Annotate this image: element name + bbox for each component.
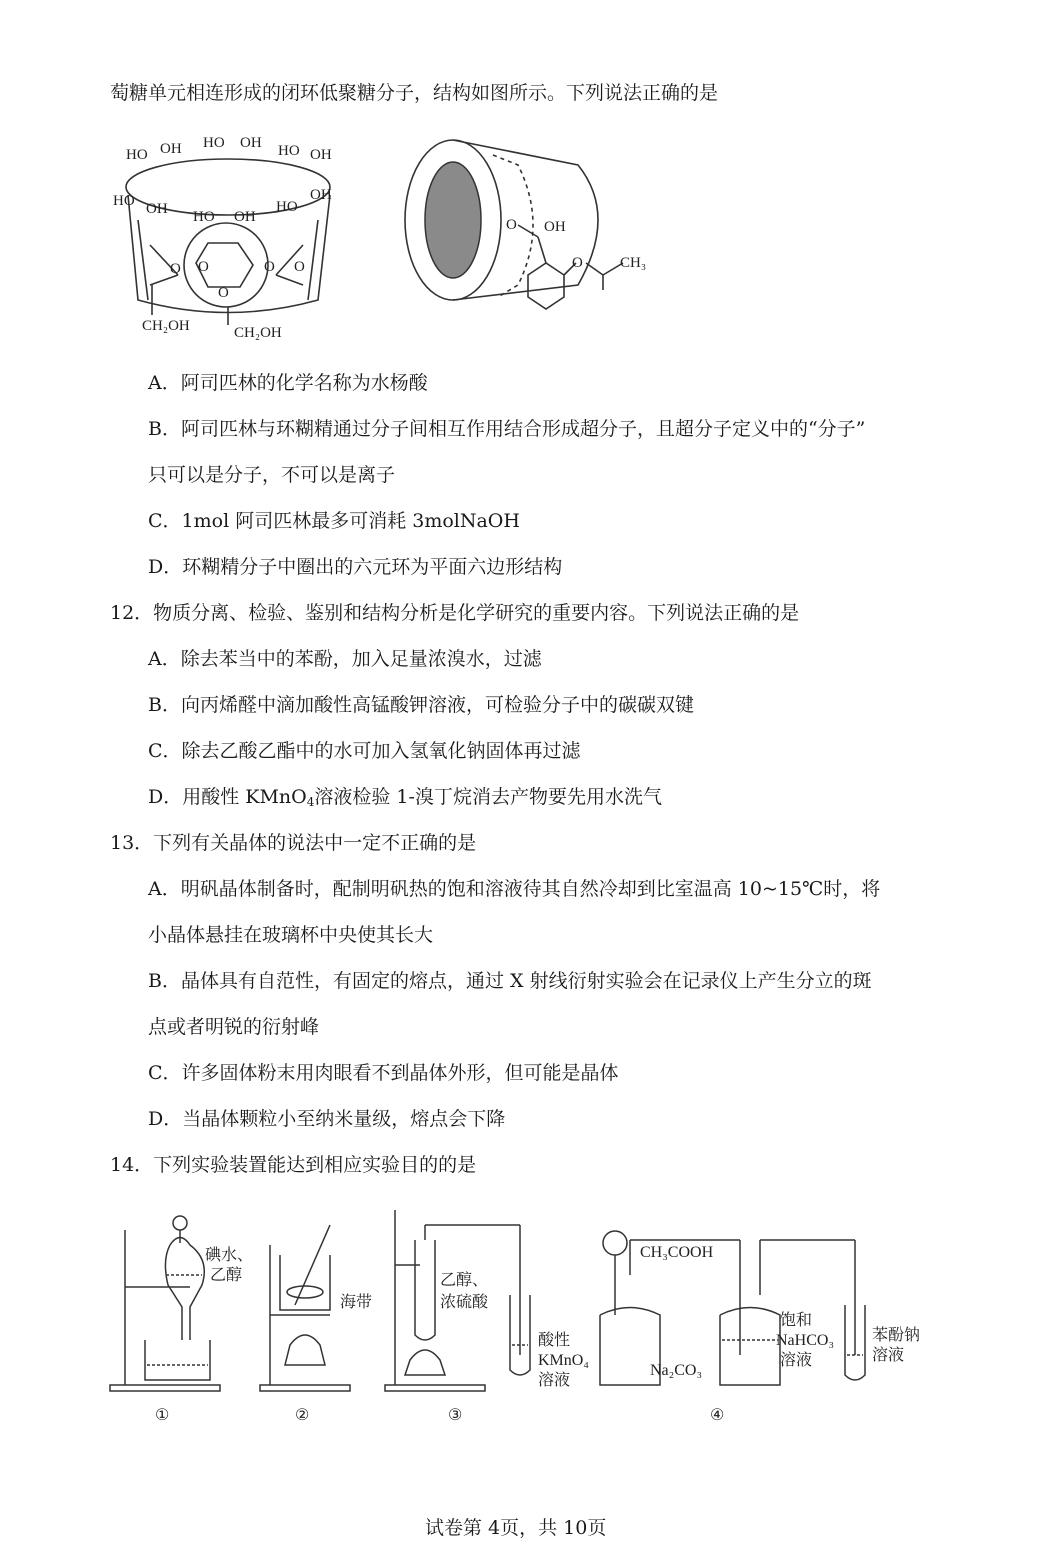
q12-option-d-post: 溶液检验 1-溴丁烷消去产物要先用水洗气 bbox=[314, 786, 662, 808]
a4-label-4: 苯酚钠 bbox=[872, 1327, 921, 1344]
cd-label: HO bbox=[193, 209, 215, 225]
aspirin-label: OH bbox=[544, 219, 566, 235]
a4-label-2: NaHCO₃ bbox=[776, 1332, 835, 1349]
a2-label-1: 海带 bbox=[340, 1294, 373, 1311]
q13-stem: 13．下列有关晶体的说法中一定不正确的是 bbox=[110, 832, 477, 854]
a1-label-2: 乙醇 bbox=[210, 1267, 243, 1284]
q11-option-d: D．环糊精分子中圈出的六元环为平面六边形结构 bbox=[148, 556, 563, 578]
cd-label: O bbox=[264, 259, 275, 275]
a1-label-1: 碘水、 bbox=[205, 1247, 254, 1264]
cd-label: OH bbox=[240, 135, 262, 151]
a1-number: ① bbox=[155, 1407, 170, 1424]
q12-option-c: C．除去乙酸乙酯中的水可加入氢氧化钠固体再过滤 bbox=[148, 740, 581, 762]
cd-label: O bbox=[218, 285, 229, 301]
cd-label: OH bbox=[310, 187, 332, 203]
intro-text: 萄糖单元相连形成的闭环低聚糖分子，结构如图所示。下列说法正确的是 bbox=[110, 82, 719, 104]
q12-option-d-pre: D．用酸性 KMnO bbox=[148, 786, 307, 808]
a4-label-3: 溶液 bbox=[780, 1352, 813, 1369]
a3-label-2: 浓硫酸 bbox=[440, 1294, 489, 1311]
q11-option-a: A．阿司匹林的化学名称为水杨酸 bbox=[148, 372, 428, 394]
apparatus-2 bbox=[260, 1225, 350, 1391]
aspirin-label: O bbox=[506, 217, 517, 233]
cd-label: HO bbox=[126, 147, 148, 163]
apparatus-1 bbox=[110, 1216, 220, 1391]
q13-option-b: B．晶体具有自范性，有固定的熔点，通过 X 射线衍射实验会在记录仪上产生分立的斑 bbox=[148, 970, 872, 992]
a4-carbonate: Na₂CO₃ bbox=[650, 1362, 703, 1379]
a4-label-5: 溶液 bbox=[872, 1347, 905, 1364]
cd-label: O bbox=[198, 259, 209, 275]
a3-label-5: 溶液 bbox=[538, 1372, 571, 1389]
cd-label: OH bbox=[234, 209, 256, 225]
cd-label: O bbox=[170, 261, 181, 277]
q14-stem: 14．下列实验装置能达到相应实验目的的是 bbox=[110, 1154, 477, 1176]
aspirin-label: CH₃ bbox=[620, 255, 647, 271]
q13-option-c: C．许多固体粉末用肉眼看不到晶体外形，但可能是晶体 bbox=[148, 1062, 619, 1084]
cd-label: HO bbox=[113, 193, 135, 209]
cd-label: HO bbox=[203, 135, 225, 151]
q12-option-d-sub: 4 bbox=[306, 795, 315, 809]
a3-number: ③ bbox=[448, 1407, 463, 1424]
q13-option-d: D．当晶体颗粒小至纳米量级，熔点会下降 bbox=[148, 1108, 506, 1130]
q12-option-a: A．除去苯当中的苯酚，加入足量浓溴水，过滤 bbox=[148, 648, 542, 670]
a3-label-4: KMnO₄ bbox=[538, 1352, 589, 1369]
cd-label: HO bbox=[278, 143, 300, 159]
q12-option-b: B．向丙烯醛中滴加酸性高锰酸钾溶液，可检验分子中的碳碳双键 bbox=[148, 694, 694, 716]
cd-label: O bbox=[294, 259, 305, 275]
a4-acid: CH₃COOH bbox=[640, 1244, 714, 1261]
q11-option-c: C．1mol 阿司匹林最多可消耗 3molNaOH bbox=[148, 510, 520, 532]
apparatus-figure bbox=[100, 1195, 940, 1430]
q12-option-d bbox=[148, 784, 662, 815]
cd-label: CH₂OH bbox=[234, 325, 282, 341]
cyclodextrin-aspirin-figure bbox=[108, 125, 668, 350]
a2-number: ② bbox=[295, 1407, 310, 1424]
a4-label-1: 饱和 bbox=[780, 1312, 813, 1329]
cd-label: CH₂OH bbox=[142, 318, 190, 334]
a3-label-1: 乙醇、 bbox=[440, 1272, 489, 1289]
q11-option-b-cont: 只可以是分子，不可以是离子 bbox=[148, 464, 396, 486]
q13-option-a-cont: 小晶体悬挂在玻璃杯中央使其长大 bbox=[148, 924, 434, 946]
cd-label: OH bbox=[310, 147, 332, 163]
q13-option-a: A．明矾晶体制备时，配制明矾热的饱和溶液待其自然冷却到比室温高 10~15℃时，将 bbox=[148, 878, 881, 900]
q11-option-b: B．阿司匹林与环糊精通过分子间相互作用结合形成超分子，且超分子定义中的“分子” bbox=[148, 418, 866, 440]
cd-label: OH bbox=[146, 201, 168, 217]
cavity-shading bbox=[425, 162, 481, 278]
page-footer: 试卷第 4页，共 10页 bbox=[425, 1517, 607, 1539]
cd-label: OH bbox=[160, 141, 182, 157]
cd-label: HO bbox=[276, 199, 298, 215]
aspirin-label: O bbox=[572, 255, 583, 271]
a3-label-3: 酸性 bbox=[538, 1332, 571, 1349]
a4-number: ④ bbox=[710, 1407, 725, 1424]
q13-option-b-cont: 点或者明锐的衍射峰 bbox=[148, 1016, 320, 1038]
q12-stem: 12．物质分离、检验、鉴别和结构分析是化学研究的重要内容。下列说法正确的是 bbox=[110, 602, 800, 624]
